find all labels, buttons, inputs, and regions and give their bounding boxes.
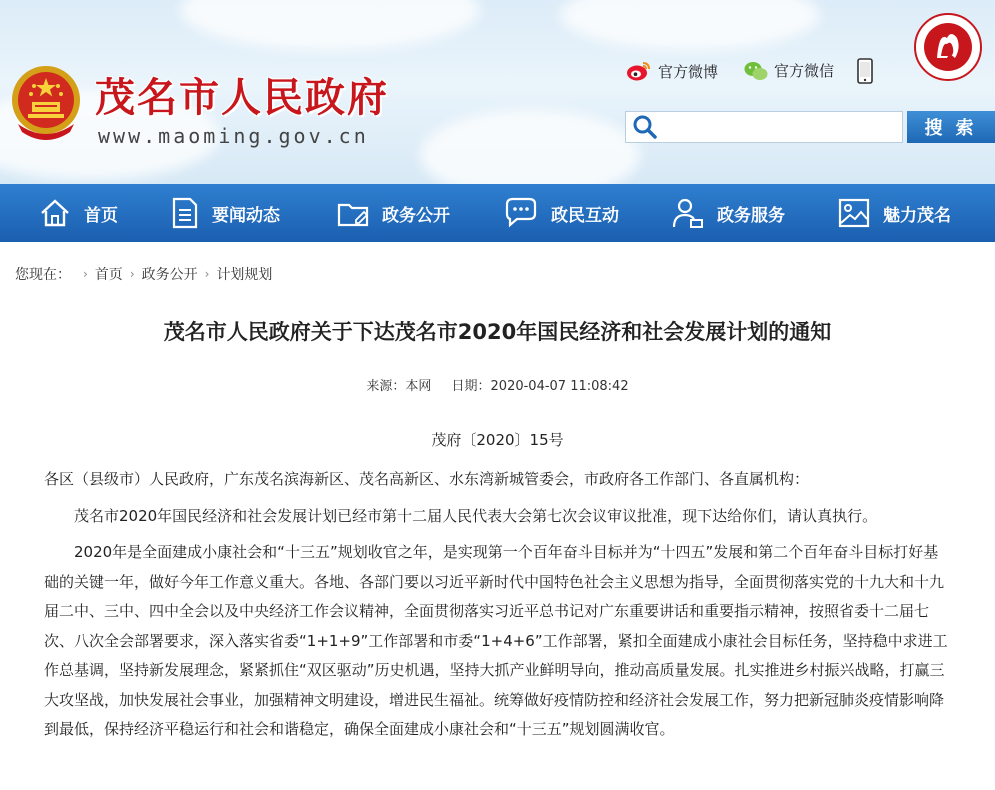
cloud-decoration — [180, 0, 480, 50]
nav-item-charm[interactable] — [837, 184, 951, 242]
paragraph: 茂名市2020年国民经济和社会发展计划已经市第十二届人民代表大会第七次会议审议批准，现下达给你们，请认真执行。 — [74, 507, 878, 525]
wechat-link[interactable] — [744, 60, 834, 81]
nav-item-label: 政民互动 — [551, 205, 619, 226]
article-date: 日期：2020-04-07 11:08:42 — [451, 379, 629, 394]
search-input[interactable] — [664, 113, 902, 141]
nav-item-gov-affairs[interactable] — [336, 184, 450, 242]
user-service-icon — [671, 196, 705, 230]
nav-item-label: 首页 — [84, 205, 118, 226]
wechat-label: 官方微信 — [774, 62, 835, 80]
cloud-decoration — [420, 110, 640, 184]
article-meta — [0, 375, 995, 394]
home-icon — [38, 196, 72, 230]
nav-item-label: 政务公开 — [382, 205, 450, 226]
chat-icon — [503, 196, 539, 230]
nav-item-news[interactable] — [170, 184, 280, 242]
article-body — [44, 464, 949, 752]
site-header — [0, 0, 995, 184]
breadcrumb-gov-affairs[interactable]: 政务公开 — [141, 267, 198, 283]
paragraph: 2020年是全面建成小康社会和“十三五”规划收官之年，是实现第一个百年奋斗目标并为“十四五”发展和第二个百年奋斗目标打好基础的关键一年，做好今年工作意义重大。各地、各部门要以习近平新时代中国特色社会主义思想为指导，全面贯彻落实党的十九大和十九届二中、三中、四中全会以及中央经济工作会议精神，全面贯彻落实习近平总书记对广东重要讲话和重要指示精神，按照省委十二届七次、八次全会部署要求，深入落实省委“1+1+9”工作部署和市委“1+4+6”工作部署，紧扣全面建成小康社会目标任务，坚持稳中求进工作总基调，坚持新发展理念，紧紧抓住“双区驱动”历史机遇，坚持大抓产业鲜明导向，推动高质量发展。扎实推进乡村振兴战略，打赢三大攻坚战，加快发展社会事业，加强精神文明建设，增进民生福祉。统筹做好疫情防控和经济社会发展工作，努力把新冠肺炎疫情影响降到最低，保持经济平稳运行和社会和谐稳定，确保全面建成小康社会和“十三五”规划圆满收官。 — [44, 543, 948, 738]
weibo-icon — [626, 60, 652, 82]
nav-item-services[interactable] — [671, 184, 785, 242]
breadcrumb-separator: › — [204, 267, 210, 281]
search-button[interactable]: 搜 索 — [907, 111, 995, 143]
search-icon — [632, 114, 658, 140]
weibo-label: 官方微博 — [658, 62, 719, 81]
nav-item-interaction[interactable] — [503, 184, 619, 242]
document-number: 茂府〔2020〕15号 — [431, 431, 564, 449]
breadcrumb-separator: › — [83, 267, 88, 281]
search-box[interactable] — [625, 111, 903, 143]
picture-icon — [837, 196, 871, 230]
maoming-seal-logo — [913, 12, 983, 82]
nav-item-label: 魅力茂名 — [883, 205, 951, 226]
article-source: 来源：本网 — [366, 379, 432, 394]
breadcrumb-separator: › — [129, 267, 135, 281]
site-title: 茂名市人民政府 — [95, 75, 389, 121]
folder-icon — [336, 196, 370, 230]
weibo-link[interactable] — [626, 60, 718, 82]
breadcrumb — [15, 264, 272, 284]
salutation: 各区（县级市）人民政府，广东茂名滨海新区、茂名高新区、水东湾新城管委会，市政府各工作部门、各直属机构： — [44, 470, 810, 488]
breadcrumb-home[interactable]: 首页 — [94, 267, 123, 283]
breadcrumb-prefix: 您现在： — [15, 267, 71, 283]
wechat-icon — [744, 61, 768, 81]
nav-item-label: 要闻动态 — [212, 205, 280, 226]
nav-item-home[interactable] — [38, 184, 118, 242]
mobile-phone-icon[interactable] — [857, 58, 873, 84]
national-emblem-icon — [8, 62, 84, 142]
breadcrumb-plans[interactable]: 计划规划 — [216, 267, 273, 283]
nav-item-label: 政务服务 — [717, 205, 785, 226]
main-nav — [0, 184, 995, 242]
article-title: 茂名市人民政府关于下达茂名市2020年国民经济和社会发展计划的通知 — [163, 320, 832, 344]
cloud-decoration — [560, 0, 820, 50]
document-icon — [170, 196, 200, 230]
site-url: www.maoming.gov.cn — [98, 124, 369, 148]
